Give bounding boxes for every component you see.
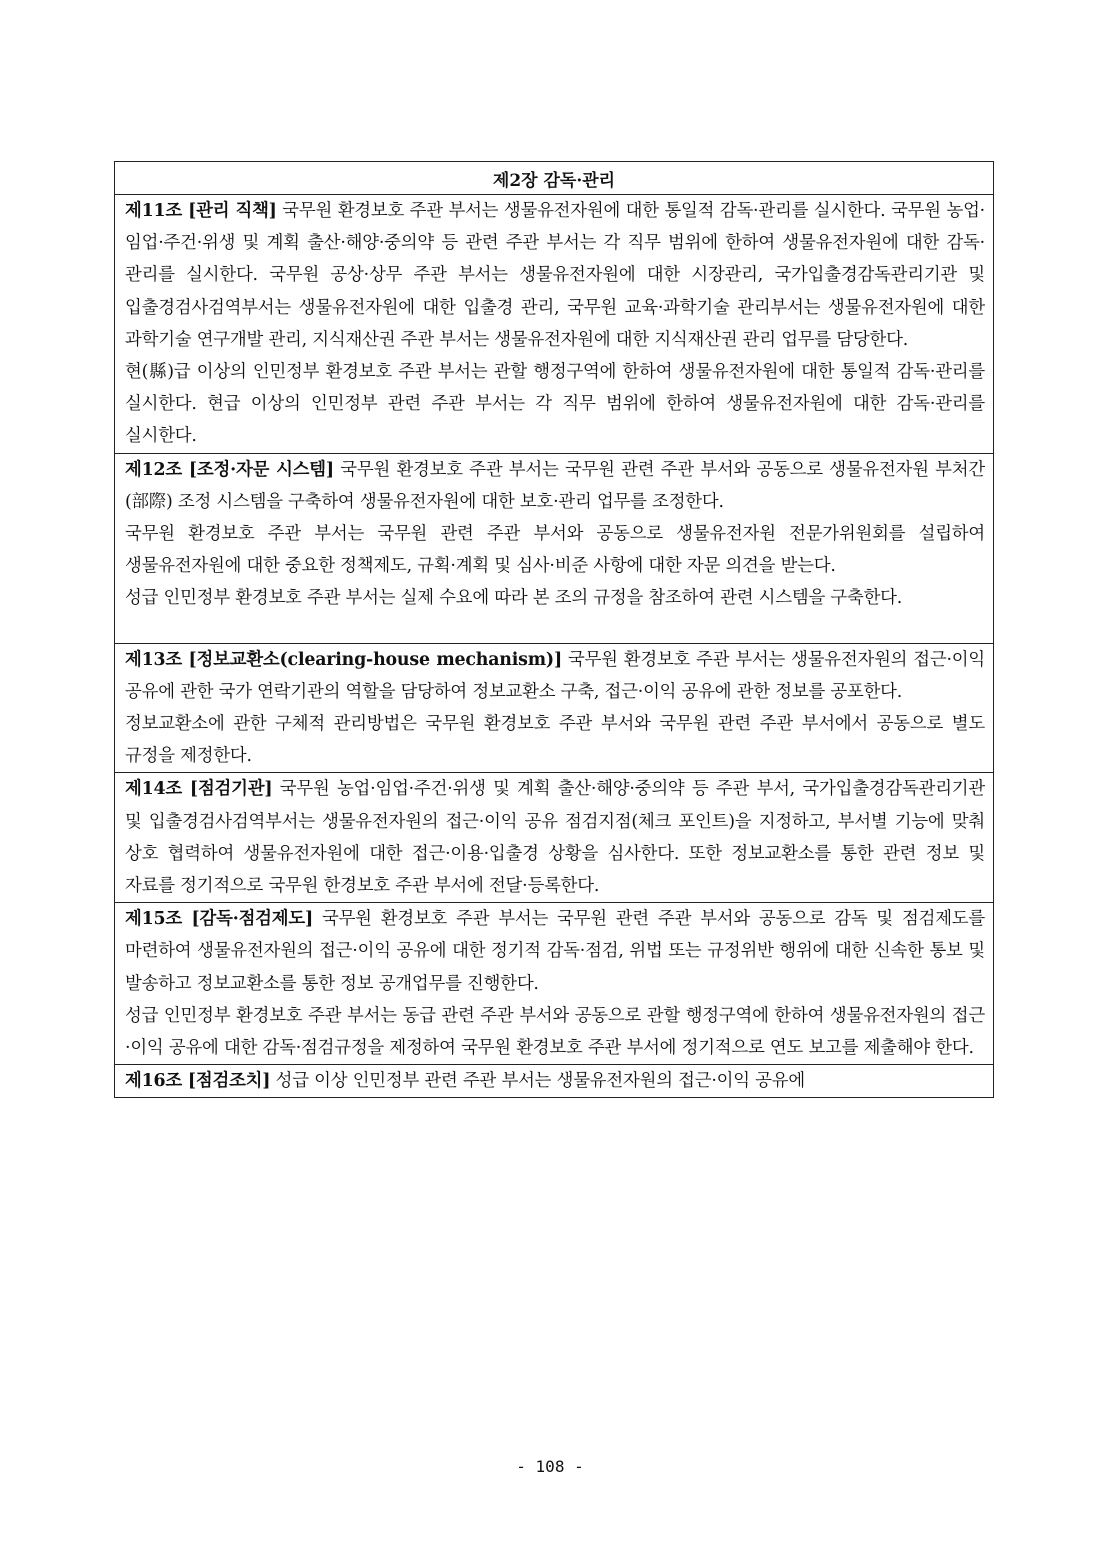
- paragraph: [125, 903, 985, 1000]
- article-text: 국무원 환경보호 주관 부서는 생물유전자원의 접근·이익 공유에 관한 국가 연락기관의 역할을 담당하여 정보교환소 구축, 접근·이익 공유에 관한 정보를 공포한다.: [125, 649, 985, 702]
- paragraph: 성급 인민정부 환경보호 주관 부서는 실제 수요에 따라 본 조의 규정을 참조하여 관련 시스템을 구축한다.: [125, 588, 903, 609]
- paragraph: [125, 195, 985, 356]
- article-heading: 제14조 [점검기관]: [125, 779, 273, 800]
- article-13: [115, 644, 993, 774]
- article-heading: 제13조 [정보교환소(clearing-house mechanism)]: [125, 649, 562, 670]
- paragraph: [125, 454, 985, 518]
- paragraph: 성급 인민정부 환경보호 주관 부서는 동급 관련 주관 부서와 공동으로 관할 행정구역에 한하여 생물유전자원의 접근·이익 공유에 대한 감독·점검규정을 제정하여 국무원 환경보호 주관 부서에 정기적으로 연도 보고를 제출해야 한다.: [125, 1005, 985, 1059]
- paragraph: 현(縣)급 이상의 인민정부 환경보호 주관 부서는 관할 행정구역에 한하여 생물유전자원에 대한 통일적 감독·관리를 실시한다. 현급 이상의 인민정부 관련 주관 부서는 각 직무 범위에 한하여 생물유전자원에 대한 감독·관리를 실시한다.: [125, 362, 985, 447]
- article-heading: 제15조 [감독·점검제도]: [125, 909, 314, 930]
- article-text: 성급 이상 인민정부 관련 주관 부서는 생물유전자원의 접근·이익 공유에: [270, 1071, 805, 1092]
- article-16: [115, 1065, 993, 1097]
- article-heading: 제12조 [조정·자문 시스템]: [125, 459, 334, 480]
- paragraph: 국무원 환경보호 주관 부서는 국무원 관련 주관 부서와 공동으로 생물유전자원 전문가위원회를 설립하여 생물유전자원에 대한 중요한 정책제도, 규획·계획 및 심사·비준 사항에 대한 자문 의견을 받는다.: [125, 524, 985, 577]
- paragraph: [125, 644, 985, 708]
- blank-line: [125, 615, 985, 643]
- paragraph: [125, 1065, 985, 1097]
- chapter-title: 제2장 감독·관리: [115, 162, 993, 195]
- article-text: 국무원 농업·임업·주건·위생 및 계획 출산·해양·중의약 등 주관 부서, 국가입출경감독관리기관 및 입출경검사검역부서는 생물유전자원의 접근·이익 공유 점검지점(체크 포인트)을 지정하고, 부서별 기능에 맞춰 상호 협력하여 생물유전자원에 대한 접근·이용·입출경 상황을 심사한다. 또한 정보교환소를 통한 관련 정보 및 자료를 정기적으로 국무원 한경보호 주관 부서에 전달·등록한다.: [125, 779, 985, 897]
- page-number: - 108 -: [516, 1457, 584, 1476]
- article-12: [115, 454, 993, 644]
- article-text: 국무원 환경보호 주관 부서는 생물유전자원에 대한 통일적 감독·관리를 실시한다. 국무원 농업·임업·주건·위생 및 계획 출산·해양·중의약 등 관련 주관 부서는 각 직무 범위에 한하여 생물유전자원에 대한 감독·관리를 실시한다. 국무원 공상·상무 주관 부서는 생물유전자원에 대한 시장관리, 국가입출경감독관리기관 및 입출경검사검역부서는 생물유전자원에 대한 입출경 관리, 국무원 교육·과학기술 관리부서는 생물유전자원에 대한 과학기술 연구개발 관리, 지식재산권 주관 부서는 생물유전자원에 대한 지식재산권 관리 업무를 담당한다.: [125, 201, 985, 350]
- article-heading: 제11조 [관리 직책]: [125, 201, 277, 221]
- article-text: 국무원 환경보호 주관 부서는 국무원 관련 주관 부서와 공동으로 감독 및 점검제도를 마련하여 생물유전자원의 접근·이익 공유에 대한 정기적 감독·점검, 위법 또는 규정위반 행위에 대한 신속한 통보 및 발송하고 정보교환소를 통한 정보 공개업무를 진행한다.: [125, 909, 985, 994]
- article-14: [115, 773, 993, 903]
- regulation-table: [114, 161, 994, 1098]
- paragraph: 정보교환소에 관한 구체적 관리방법은 국무원 환경보호 주관 부서와 국무원 관련 주관 부서에서 공동으로 별도 규정을 제정한다.: [125, 714, 985, 767]
- article-heading: 제16조 [점검조치]: [125, 1071, 271, 1092]
- paragraph: [125, 773, 985, 902]
- article-15: [115, 903, 993, 1065]
- article-11: [115, 195, 993, 454]
- article-text: 국무원 환경보호 주관 부서는 국무원 관련 주관 부서와 공동으로 생물유전자원 부처간(部際) 조정 시스템을 구축하여 생물유전자원에 대한 보호·관리 업무를 조정한다.: [125, 459, 985, 512]
